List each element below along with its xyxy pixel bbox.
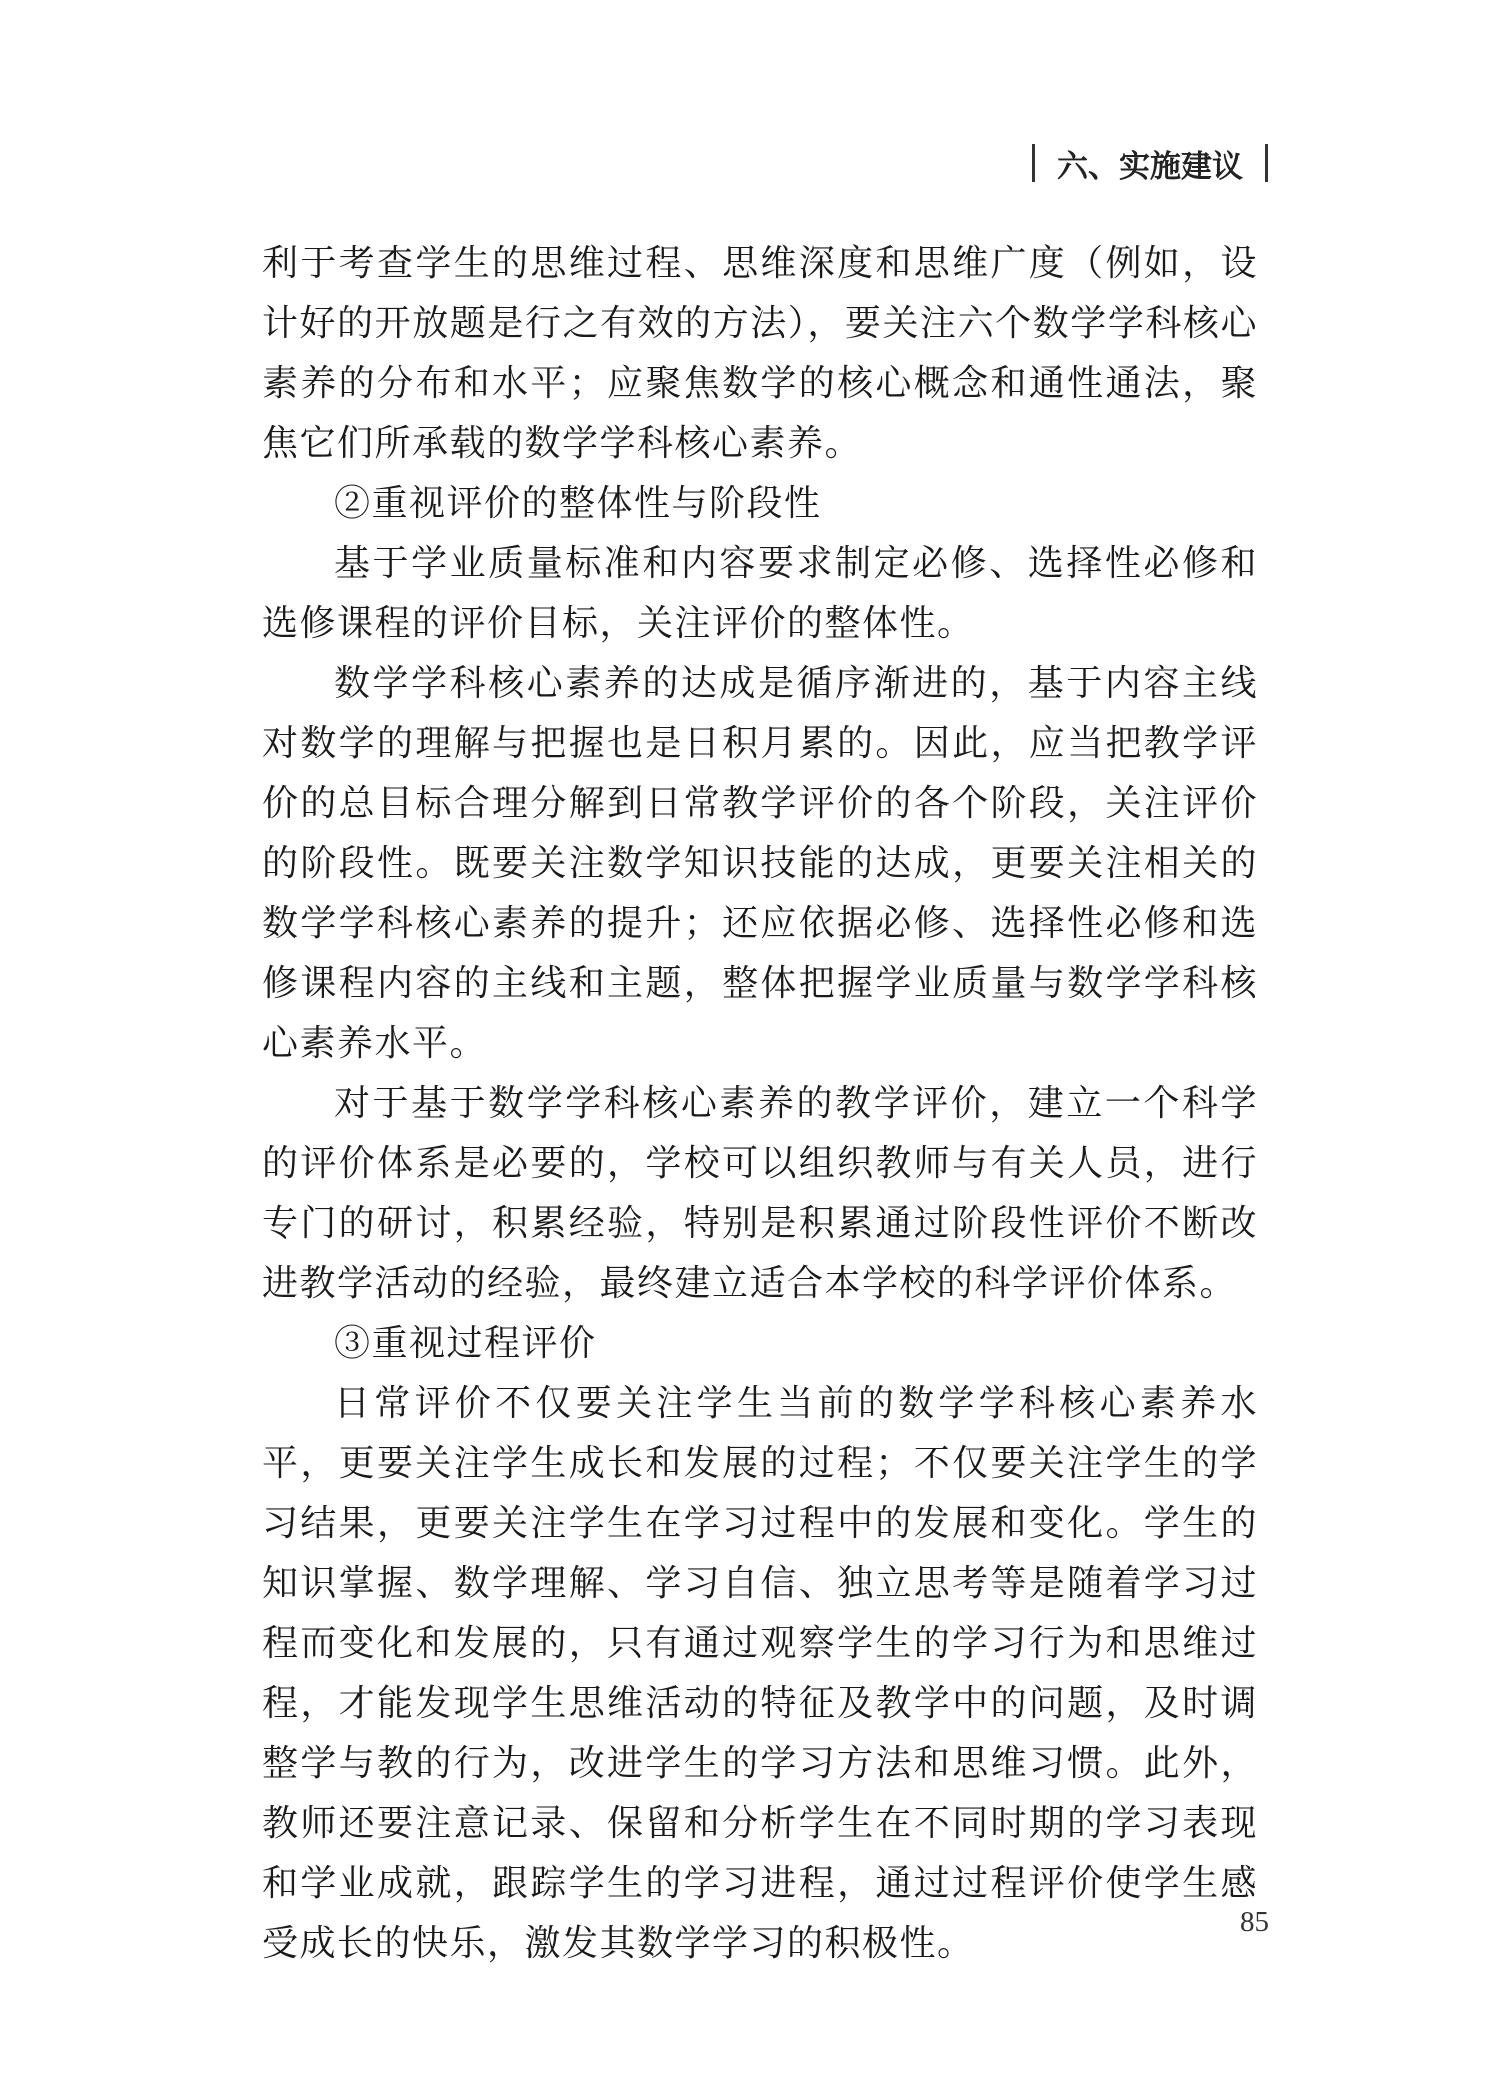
subheading-process-evaluation: ③重视过程评价 — [334, 1323, 597, 1364]
paragraph: 日常评价不仅要关注学生当前的数学学科核心素养水平，更要关注学生成长和发展的过程；不仅要关注学生的学习结果，更要关注学生在学习过程中的发展和变化。学生的知识掌握、数学理解、学习自信、独立思考等是随着学习过程而变化和发展的，只有通过观察学生的学习行为和思维过程，才能发现学生思维活动的特征及教学中的问题，及时调整学与教的行为，改进学生的学习方法和思维习惯。此外，教师还要注意记录、保留和分析学生在不同时期的学习表现和学业成就，跟踪学生的学习进程，通过过程评价使学生感受成长的快乐，激发其数学学习的积极性。 — [262, 1383, 1258, 1964]
paragraph: 对于基于数学学科核心素养的教学评价，建立一个科学的评价体系是必要的，学校可以组织教师与有关人员，进行专门的研讨，积累经验，特别是积累通过阶段性评价不断改进教学活动的经验，最终建立适合本学校的科学评价体系。 — [262, 1083, 1258, 1304]
header-left-bar — [1032, 144, 1035, 182]
running-header — [1032, 140, 1268, 186]
section-title: 六、实施建议 — [1057, 148, 1243, 185]
subheading-holistic-staged: ②重视评价的整体性与阶段性 — [334, 483, 822, 524]
paragraph-continued: 利于考查学生的思维过程、思维深度和思维广度（例如，设计好的开放题是行之有效的方法），要关注六个数学学科核心素养的分布和水平；应聚焦数学的核心概念和通性通法，聚焦它们所承载的数学学科核心素养。 — [262, 243, 1258, 464]
header-right-bar — [1265, 144, 1268, 182]
paragraph: 基于学业质量标准和内容要求制定必修、选择性必修和选修课程的评价目标，关注评价的整体性。 — [262, 543, 1258, 644]
body-text — [262, 234, 1258, 1974]
paragraph: 数学学科核心素养的达成是循序渐进的，基于内容主线对数学的理解与把握也是日积月累的。因此，应当把教学评价的总目标合理分解到日常教学评价的各个阶段，关注评价的阶段性。既要关注数学知识技能的达成，更要关注相关的数学学科核心素养的提升；还应依据必修、选择性必修和选修课程内容的主线和主题，整体把握学业质量与数学学科核心素养水平。 — [262, 663, 1258, 1064]
page-number: 85 — [1240, 1906, 1269, 1938]
